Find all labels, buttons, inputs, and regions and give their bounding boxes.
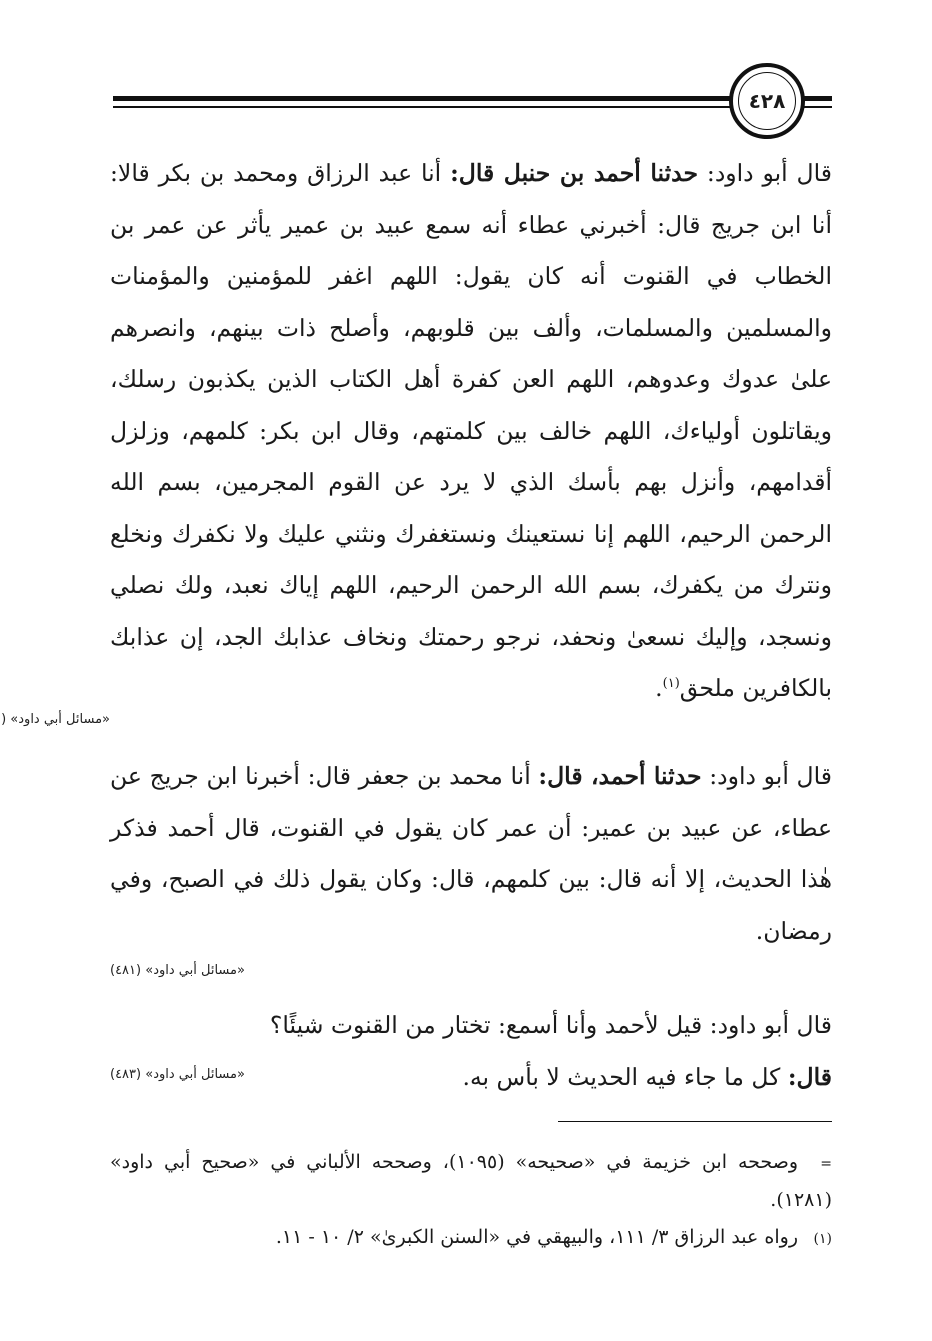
narrator-intro: قال أبو داود: (701, 762, 832, 790)
answer-label: قال: (787, 1063, 832, 1091)
footnote-reference[interactable]: (١) (662, 676, 680, 692)
source-citation: «مسائل أبي داود» (٤٨٣) (110, 1067, 245, 1082)
hadith-entry-480 (110, 148, 832, 715)
footnote-marker: = (820, 1156, 832, 1172)
page-number-badge (729, 63, 805, 139)
header-rule-thin (113, 106, 735, 108)
footnote-1 (110, 1219, 832, 1257)
footnote-text: وصححه ابن خزيمة في «صحيحه» (١٠٩٥)، وصححه الألباني في «صحيح أبي داود» (١٢٨١). (110, 1151, 832, 1211)
question-line (110, 1000, 832, 1052)
narrator-intro: قال أبو داود: (698, 159, 833, 187)
hadith-text: أنا عبد الرزاق ومحمد بن بكر قالا: أنا ابن جريج قال: أخبرني عطاء أنه سمع عبيد بن عمير يأثر عن عمر بن الخطاب في القنوت أنه كان يقول: اللهم اغفر للمؤمنين والمؤمنات والمسلمين والمسلمات، وألف بين قلوبهم، وأصلح ذات بينهم، وانصرهم علىٰ عدوك وعدوهم، اللهم العن كفرة أهل الكتاب الذين يكذبون رسلك، ويقاتلون أولياءك، اللهم خالف بين كلمتهم، وقال ابن بكر: كلمهم، وزلزل أقدامهم، وأنزل بهم بأسك الذي لا يرد عن القوم المجرمين، بسم الله الرحمن الرحيم، اللهم إنا نستعينك ونستغفرك ونثني عليك ولا نكفرك ونخلع ونترك من يكفرك، بسم الله الرحمن الرحيم، اللهم إياك نعبد، ولك نصلي ونسجد، وإليك نسعىٰ ونحفد، نرجو رحمتك ونخاف عذابك الجد، إن عذابك بالكافرين ملحق (110, 159, 832, 702)
answer-line (392, 1052, 832, 1104)
hadith-entry-481 (110, 751, 832, 957)
sentence-end: . (655, 674, 663, 702)
footnote-continued (110, 1144, 832, 1218)
hadith-text: أنا محمد بن جعفر قال: أخبرنا ابن جريج عن عطاء، عن عبيد بن عمير: أن عمر كان يقول في القنوت، قال أحمد فذكر هٰذا الحديث، إلا أنه قال: بين كلمهم، قال: وكان يقول ذلك في الصبح، وفي رمضان. (110, 762, 833, 945)
question-text: قال أبو داود: قيل لأحمد وأنا أسمع: تختار من القنوت شيئًا؟ (269, 1011, 832, 1039)
header-rule-stub-thin (800, 106, 832, 108)
isnad-chain: حدثنا أحمد، قال: (538, 762, 702, 790)
source-citation: «مسائل أبي داود» (٤٨١) (110, 963, 245, 978)
footnote-text: رواه عبد الرزاق ٣/ ١١١، والبيهقي في «السنن الكبرىٰ» ٢/ ١٠ - ١١. (275, 1226, 798, 1248)
header-rule-thick (113, 96, 735, 101)
isnad-chain: حدثنا أحمد بن حنبل قال: (450, 159, 699, 187)
page-number: ٤٢٨ (748, 89, 786, 113)
source-citation: «مسائل أبي داود» ( (1, 712, 110, 727)
footnote-separator (558, 1121, 832, 1122)
footnote-marker: (١) (813, 1231, 832, 1247)
answer-text: كل ما جاء فيه الحديث لا بأس به. (462, 1063, 788, 1091)
